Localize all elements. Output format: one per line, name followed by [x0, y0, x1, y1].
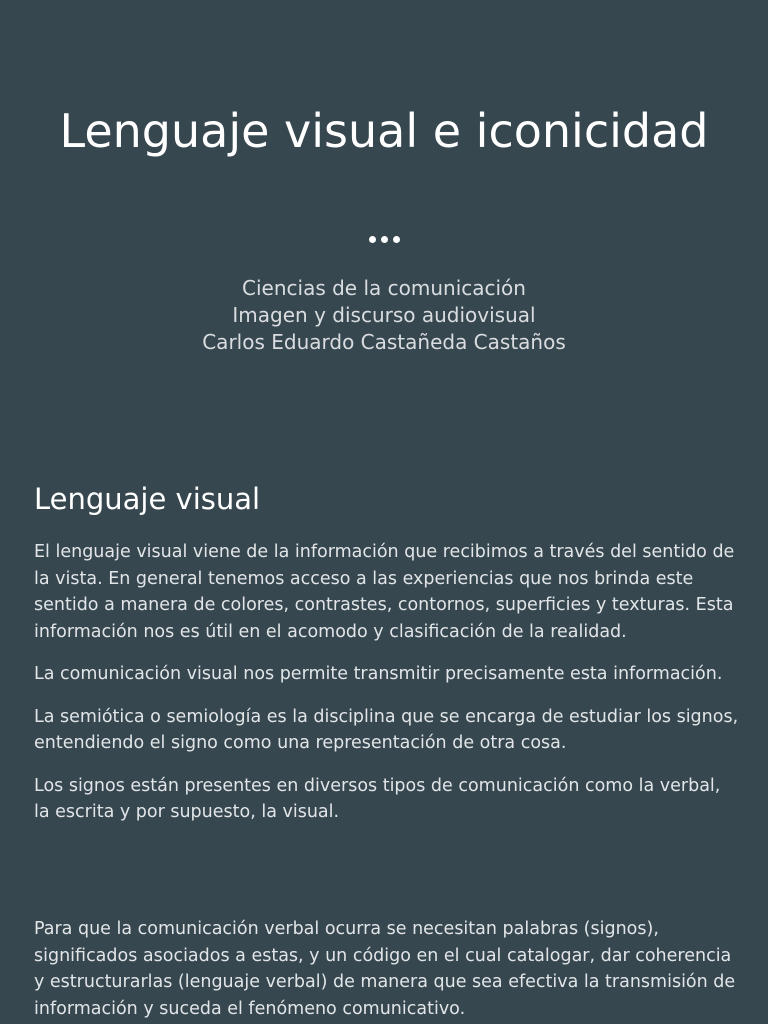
slide-body — [34, 539, 740, 842]
subtitle-subject: Imagen y discurso audiovisual — [232, 303, 536, 327]
paragraph: Los signos están presentes en diversos tipos de comunicación como la verbal, la escrita y por supuesto, la visual. — [34, 775, 721, 822]
ornament-dot — [369, 236, 376, 243]
slide-body — [34, 916, 740, 1024]
ornament-dot — [393, 236, 400, 243]
content-slide-comunicacion-verbal — [0, 866, 768, 1024]
ornament-dot — [381, 236, 388, 243]
subtitle-author: Carlos Eduardo Castañeda Castaños — [202, 330, 566, 354]
content-slide-lenguaje-visual — [0, 438, 768, 866]
ellipsis-ornament — [0, 236, 768, 243]
paragraph: La semiótica o semiología es la disciplina que se encarga de estudiar los signos, entendiendo el signo como una representación de otra cosa. — [34, 706, 739, 753]
subtitle-course: Ciencias de la comunicación — [242, 276, 526, 300]
title-slide — [0, 0, 768, 438]
presentation-title: Lenguaje visual e iconicidad — [59, 104, 709, 158]
paragraph: Para que la comunicación verbal ocurra se necesitan palabras (signos), significados asociados a estas, y un código en el cual catalogar, dar coherencia y estructurarlas (lenguaje verbal) de manera que sea efectiva la transmisión de información y suceda el fenómeno comunicativo. — [34, 919, 736, 1019]
paragraph: La comunicación visual nos permite transmitir precisamente esta información. — [34, 664, 723, 684]
paragraph: El lenguaje visual viene de la información que recibimos a través del sentido de la vista. En general tenemos acceso a las experiencias que nos brinda este sentido a manera de colores, contrastes, contornos, superficies y texturas. Esta información nos es útil en el acomodo y clasificación de la realidad. — [34, 542, 735, 642]
slide-heading: Lenguaje visual — [34, 482, 261, 516]
presentation-subtitle — [0, 275, 768, 356]
